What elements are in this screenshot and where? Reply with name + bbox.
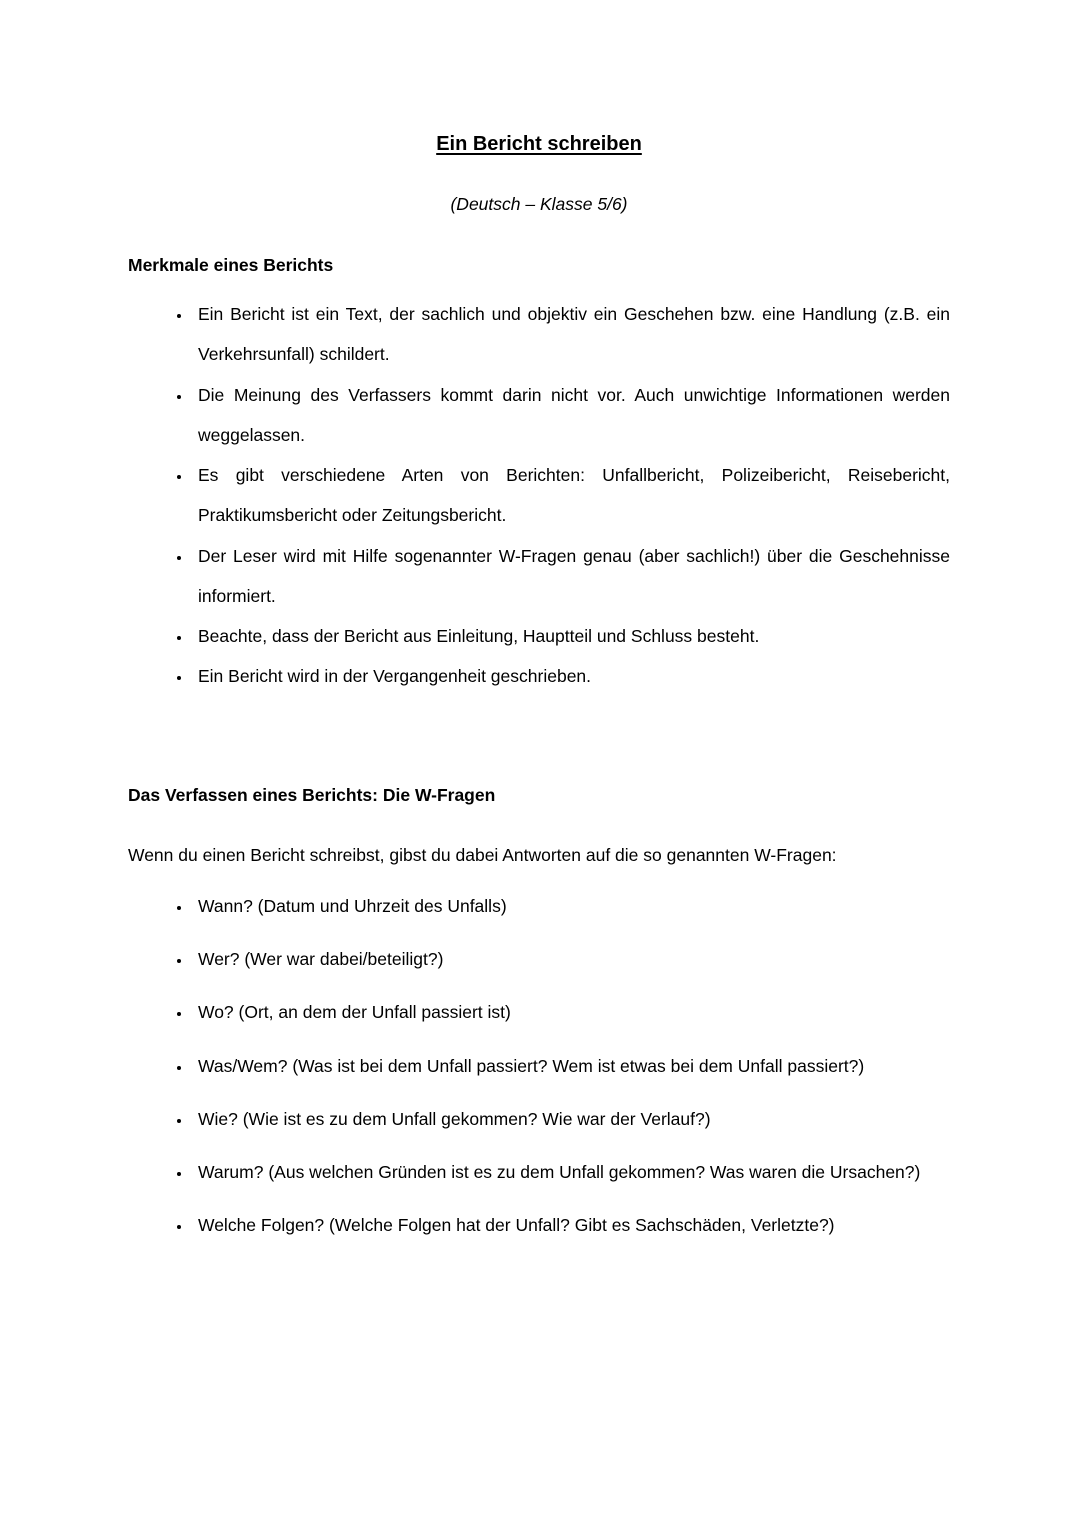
list-item: • Ein Bericht ist ein Text, der sachlich und objektiv ein Geschehen bzw. eine Handlung (z.B. ein Verkehrsunfall) schildert.	[192, 294, 950, 375]
list-item: • Beachte, dass der Bericht aus Einleitung, Hauptteil und Schluss besteht.	[192, 616, 950, 656]
list-item: • Was/Wem? (Was ist bei dem Unfall passiert? Wem ist etwas bei dem Unfall passiert?)	[192, 1046, 950, 1086]
list-item: • Die Meinung des Verfassers kommt darin nicht vor. Auch unwichtige Informationen werden weggelassen.	[192, 375, 950, 456]
merkmale-bullet-list	[128, 294, 950, 697]
document-title	[128, 133, 950, 156]
list-item: • Warum? (Aus welchen Gründen ist es zu dem Unfall gekommen? Was waren die Ursachen?)	[192, 1152, 950, 1192]
document-title-text: Ein Bericht schreiben	[436, 133, 642, 155]
list-item: • Es gibt verschiedene Arten von Berichten: Unfallbericht, Polizeibericht, Reisebericht, Praktikumsbericht oder Zeitungsbericht.	[192, 455, 950, 536]
list-item: • Ein Bericht wird in der Vergangenheit geschrieben.	[192, 656, 950, 696]
list-item: • Der Leser wird mit Hilfe sogenannter W-Fragen genau (aber sachlich!) über die Geschehnisse informiert.	[192, 536, 950, 617]
list-item: • Wer? (Wer war dabei/beteiligt?)	[192, 939, 950, 979]
section-heading-merkmale: Merkmale eines Berichts	[128, 255, 334, 275]
list-item: • Wo? (Ort, an dem der Unfall passiert ist)	[192, 992, 950, 1032]
list-item: • Welche Folgen? (Welche Folgen hat der Unfall? Gibt es Sachschäden, Verletzte?)	[192, 1205, 950, 1245]
document-subtitle: (Deutsch – Klasse 5/6)	[450, 194, 628, 214]
wfragen-bullet-list	[128, 886, 950, 1246]
list-item: • Wie? (Wie ist es zu dem Unfall gekommen? Wie war der Verlauf?)	[192, 1099, 950, 1139]
wfragen-intro-paragraph: Wenn du einen Bericht schreibst, gibst du dabei Antworten auf die so genannten W-Fragen:	[128, 844, 837, 865]
section-heading-wfragen: Das Verfassen eines Berichts: Die W-Fragen	[128, 784, 496, 805]
list-item: • Wann? (Datum und Uhrzeit des Unfalls)	[192, 886, 950, 926]
